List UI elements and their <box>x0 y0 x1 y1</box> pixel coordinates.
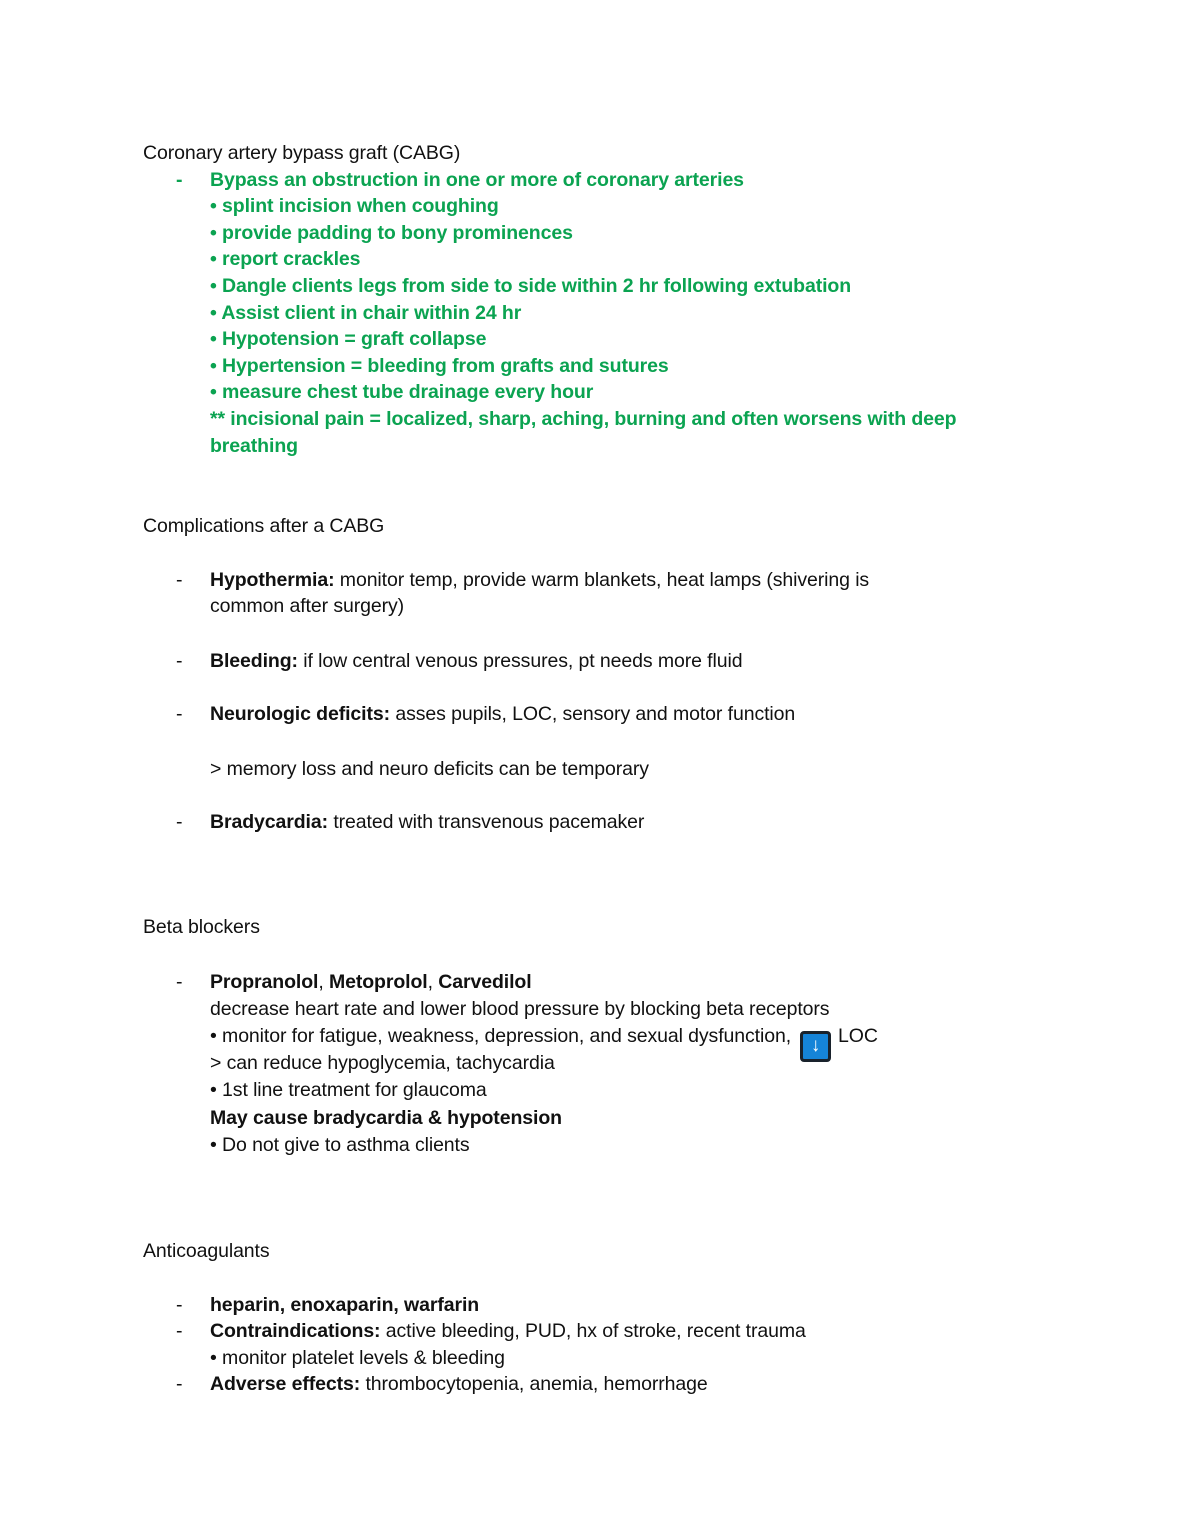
beta-asthma-bullet: • Do not give to asthma clients <box>210 1133 470 1156</box>
cabg-bullet-padding: • provide padding to bony prominences <box>210 221 573 244</box>
beta-monitor-line <box>210 1023 1123 1057</box>
beta-monitor-loc: LOC <box>838 1025 878 1048</box>
dash-bullet: - <box>176 1293 183 1316</box>
dash-bullet: - <box>176 568 183 591</box>
term-bradycardia: Bradycardia: <box>210 810 329 833</box>
complication-item-neurologic <box>143 701 1123 728</box>
drug-propranolol: Propranolol <box>210 970 319 993</box>
contraindications-text: active bleeding, PUD, hx of stroke, recent trauma <box>380 1320 806 1343</box>
beta-description: decrease heart rate and lower blood pressure by blocking beta receptors <box>210 998 830 1021</box>
term-neurologic: Neurologic deficits: <box>210 702 391 725</box>
complication-item-bleeding <box>143 648 1123 675</box>
cabg-bullet-hypertension: • Hypertension = bleeding from grafts and sutures <box>210 354 669 377</box>
cabg-bullet-assist: • Assist client in chair within 24 hr <box>210 301 522 324</box>
hypothermia-text-wrap: common after surgery) <box>210 595 405 618</box>
drug-carvedilol: Carvedilol <box>438 970 532 993</box>
anticoagulant-contraindications-item <box>143 1318 1123 1371</box>
bradycardia-text: treated with transvenous pacemaker <box>328 810 645 833</box>
cabg-note-breathing: breathing <box>210 434 298 457</box>
drug-metoprolol: Metoprolol <box>328 970 428 993</box>
adverse-effects-text: thrombocytopenia, anemia, hemorrhage <box>360 1373 708 1396</box>
separator: , <box>427 970 439 993</box>
dash-bullet: - <box>176 970 183 993</box>
cabg-bullet-drainage: • measure chest tube drainage every hour <box>210 381 594 404</box>
anticoagulant-drug-names: heparin, enoxaparin, warfarin <box>210 1293 480 1316</box>
dash-bullet: - <box>176 168 183 191</box>
beta-blockers-item <box>143 969 1123 1159</box>
beta-monitor-text: • monitor for fatigue, weakness, depression, and sexual dysfunction, <box>210 1025 792 1048</box>
section-heading-beta-blockers: Beta blockers <box>143 916 260 939</box>
section-heading-cabg: Coronary artery bypass graft (CABG) <box>143 142 461 164</box>
document-content <box>143 140 1123 1398</box>
term-contraindications: Contraindications: <box>210 1320 381 1343</box>
cabg-bullet-hypotension: • Hypotension = graft collapse <box>210 328 487 351</box>
anticoagulant-drugs-item <box>143 1292 1123 1319</box>
cabg-bullet-dangle: • Dangle clients legs from side to side within 2 hr following extubation <box>210 274 852 297</box>
down-arrow-emoji-icon: ↓ <box>800 1031 831 1062</box>
anticoagulant-adverse-item <box>143 1371 1123 1398</box>
cabg-lead-item <box>143 167 1123 194</box>
cabg-bullet-splint: • splint incision when coughing <box>210 195 499 218</box>
contraindications-monitor-bullet: • monitor platelet levels & bleeding <box>210 1346 505 1369</box>
beta-drug-names <box>210 969 1123 996</box>
section-heading-complications: Complications after a CABG <box>143 515 385 538</box>
dash-bullet: - <box>176 1373 183 1396</box>
dash-bullet: - <box>176 649 183 672</box>
dash-bullet: - <box>176 702 183 725</box>
beta-warning: May cause bradycardia & hypotension <box>210 1106 562 1129</box>
beta-glaucoma-bullet: • 1st line treatment for glaucoma <box>210 1079 487 1102</box>
cabg-note-incisional-pain: ** incisional pain = localized, sharp, aching, burning and often worsens with deep <box>210 407 957 430</box>
hypothermia-text: monitor temp, provide warm blankets, heat lamps (shivering is <box>334 568 870 591</box>
term-adverse-effects: Adverse effects: <box>210 1373 361 1396</box>
section-heading-anticoagulants: Anticoagulants <box>143 1240 270 1263</box>
term-bleeding: Bleeding: <box>210 649 298 672</box>
neuro-temporary-note: > memory loss and neuro deficits can be temporary <box>210 758 649 781</box>
beta-reduce-note: > can reduce hypoglycemia, tachycardia <box>210 1052 555 1075</box>
dash-bullet: - <box>176 810 183 833</box>
cabg-bullet-crackles: • report crackles <box>210 248 361 271</box>
complication-item-bradycardia <box>143 809 1123 836</box>
dash-bullet: - <box>176 1320 183 1343</box>
complication-item-hypothermia <box>143 567 1123 620</box>
bleeding-text: if low central venous pressures, pt needs more fluid <box>297 649 743 672</box>
cabg-lead-text: Bypass an obstruction in one or more of coronary arteries <box>210 168 744 191</box>
separator: , <box>318 970 329 993</box>
neurologic-text: asses pupils, LOC, sensory and motor function <box>390 702 796 725</box>
term-hypothermia: Hypothermia: <box>210 568 335 591</box>
